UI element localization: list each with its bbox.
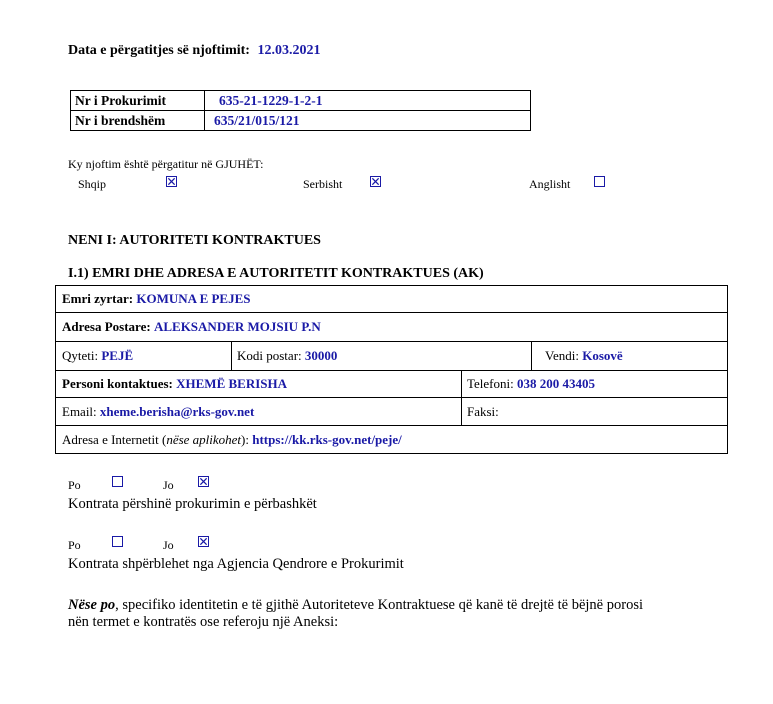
authority-city-row	[56, 342, 727, 371]
q2-text: Kontrata shpërblehet nga Agjencia Qendrore e Prokurimit	[68, 556, 404, 572]
procurement-nr-value: 635-21-1229-1-2-1	[205, 91, 531, 111]
section-subtitle: I.1) EMRI DHE ADRESA E AUTORITETIT KONTRAKTUES (AK)	[68, 266, 484, 281]
note-paragraph	[68, 597, 748, 631]
procurement-table	[70, 90, 531, 131]
language-label-shqip: Shqip	[78, 177, 107, 191]
city-label: Qyteti:	[62, 348, 99, 363]
postal-value: 30000	[304, 348, 338, 363]
authority-email-row	[56, 398, 727, 426]
language-checkbox-serbisht[interactable]	[370, 176, 381, 187]
q2-po-checkbox[interactable]	[112, 536, 123, 547]
contact-value: XHEMË BERISHA	[176, 376, 288, 391]
authority-name-row: Emri zyrtar : KOMUNA E PEJES	[56, 286, 727, 313]
note-emphasis: Nëse po	[68, 597, 116, 613]
language-intro: Ky njoftim është përgatitur në GJUHËT:	[68, 157, 264, 171]
procurement-nr-label: Nr i Prokurimit	[71, 91, 205, 111]
phone-label: Telefoni:	[467, 376, 514, 391]
q1-jo-checkbox[interactable]	[198, 476, 209, 487]
note-text: , specifiko identitetin e të gjithë Autoriteteve Kontraktuese që kanë të drejtë të bëjnë porosi	[115, 597, 643, 613]
q1-po-checkbox[interactable]	[112, 476, 123, 487]
q2-jo-checkbox[interactable]	[198, 536, 209, 547]
date-line	[68, 43, 320, 59]
authority-name-label: Emri zyrtar	[62, 291, 129, 306]
authority-address-row: Adresa Postare : ALEKSANDER MOJSIU P.N	[56, 313, 727, 342]
email-value: xheme.berisha@rks-gov.net	[99, 403, 255, 419]
country-value: Kosovë	[582, 348, 623, 363]
city-value: PEJË	[101, 348, 134, 363]
note-text-2: nën termet e kontratës ose referoju një Aneksi:	[68, 614, 339, 630]
web-label-end: ):	[241, 431, 249, 447]
q2-jo-label: Jo	[163, 538, 174, 552]
authority-name-value: KOMUNA E PEJES	[136, 291, 251, 306]
language-label-serbisht: Serbisht	[303, 177, 343, 191]
q1-text: Kontrata përshinë prokurimin e përbashkët	[68, 496, 317, 512]
date-label: Data e përgatitjes së njoftimit:	[68, 43, 250, 58]
web-note: nëse aplikohet	[166, 431, 242, 447]
date-value: 12.03.2021	[257, 43, 321, 58]
q1-jo-label: Jo	[163, 478, 174, 492]
email-label: Email:	[62, 403, 97, 419]
authority-web-row	[56, 426, 727, 453]
internal-nr-value: 635/21/015/121	[205, 111, 531, 131]
section-title: NENI I: AUTORITETI KONTRAKTUES	[68, 233, 321, 248]
web-value[interactable]: https://kk.rks-gov.net/peje/	[252, 431, 402, 447]
q1-po-label: Po	[68, 478, 81, 492]
authority-address-value: ALEKSANDER MOJSIU P.N	[153, 319, 321, 334]
internal-nr-label: Nr i brendshëm	[71, 111, 205, 131]
postal-label: Kodi postar:	[237, 348, 302, 363]
q2-po-label: Po	[68, 538, 81, 552]
contact-label: Personi kontaktues	[62, 376, 169, 391]
fax-label: Faksi:	[467, 403, 499, 419]
authority-contact-row: Personi kontaktues : XHEMË BERISHA Telefoni: 038 200 43405	[56, 371, 727, 398]
authority-address-label: Adresa Postare	[62, 319, 147, 334]
phone-value: 038 200 43405	[517, 376, 595, 391]
language-checkbox-anglisht[interactable]	[594, 176, 605, 187]
language-label-anglisht: Anglisht	[529, 177, 571, 191]
country-label: Vendi:	[545, 348, 579, 363]
authority-table	[55, 285, 728, 454]
language-checkbox-shqip[interactable]	[166, 176, 177, 187]
web-label: Adresa e Internetit (	[62, 431, 167, 447]
